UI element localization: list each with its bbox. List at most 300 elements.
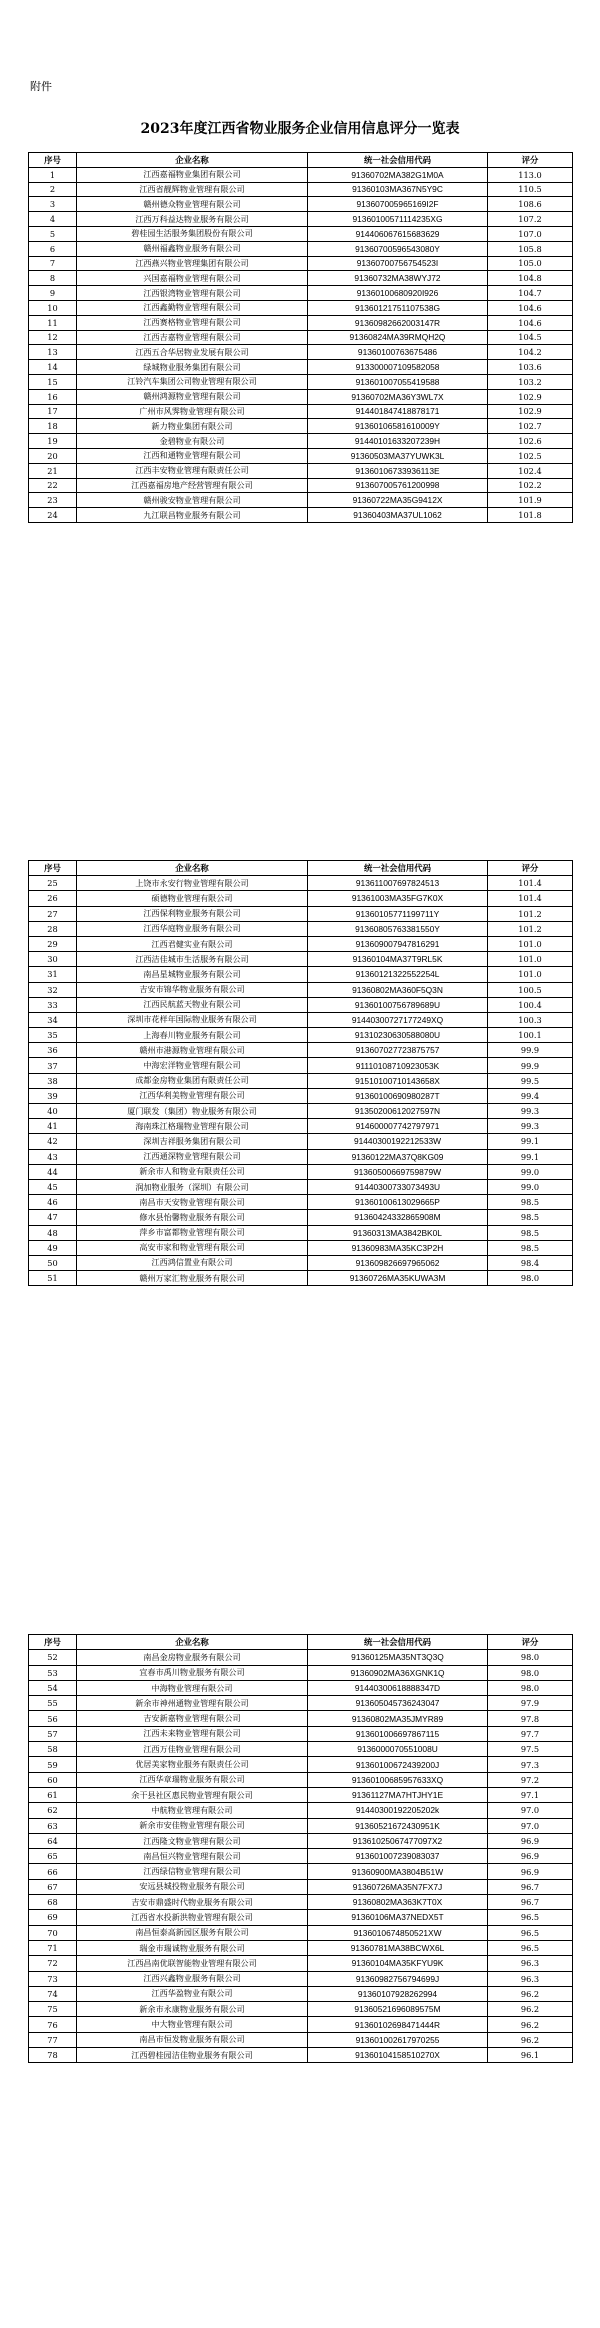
cell-company-name: 上海春川物业服务有限公司 bbox=[77, 1028, 308, 1043]
table-row bbox=[29, 1879, 573, 1894]
header-name: 企业名称 bbox=[77, 153, 308, 168]
cell-credit-code: 91360521696089575M bbox=[308, 2002, 488, 2017]
cell-company-name: 赣州鸿源物业管理有限公司 bbox=[77, 389, 308, 404]
table-row bbox=[29, 1058, 573, 1073]
cell-company-name: 江西华庭物业服务有限公司 bbox=[77, 921, 308, 936]
cell-score: 100.4 bbox=[488, 997, 573, 1012]
cell-score: 100.5 bbox=[488, 982, 573, 997]
cell-credit-code: 91360100680920I926 bbox=[308, 286, 488, 301]
cell-credit-code: 91360100669786711​5 bbox=[308, 1726, 488, 1741]
table-row bbox=[29, 1680, 573, 1695]
cell-score: 97.8 bbox=[488, 1711, 573, 1726]
table-row bbox=[29, 1818, 573, 1833]
cell-company-name: 萍乡市富都物业管理有限公司 bbox=[77, 1225, 308, 1240]
cell-seq: 52 bbox=[29, 1650, 77, 1665]
cell-seq: 5 bbox=[29, 226, 77, 241]
cell-seq: 12 bbox=[29, 330, 77, 345]
cell-score: 101.0 bbox=[488, 967, 573, 982]
cell-company-name: 江西昌南优联智能物业管理有限公司 bbox=[77, 1956, 308, 1971]
cell-company-name: 江西华盈物业有限公司 bbox=[77, 1986, 308, 2001]
cell-credit-code: 91360125MA35NT3Q3Q bbox=[308, 1650, 488, 1665]
cell-company-name: 中航物业管理有限公司 bbox=[77, 1803, 308, 1818]
cell-score: 99.0 bbox=[488, 1179, 573, 1194]
table-row bbox=[29, 271, 573, 286]
cell-seq: 6 bbox=[29, 241, 77, 256]
cell-credit-code: 91361100769782451​3 bbox=[308, 876, 488, 891]
cell-company-name: 海南珠江格瑞物业管理有限公司 bbox=[77, 1119, 308, 1134]
table-row bbox=[29, 1179, 573, 1194]
cell-score: 96.9 bbox=[488, 1833, 573, 1848]
cell-score: 102.4 bbox=[488, 463, 573, 478]
cell-seq: 42 bbox=[29, 1134, 77, 1149]
cell-company-name: 江西万佳物业管理有限公司 bbox=[77, 1742, 308, 1757]
cell-company-name: 吉安新嘉物业管理有限公司 bbox=[77, 1711, 308, 1726]
table-row bbox=[29, 1803, 573, 1818]
cell-score: 102.2 bbox=[488, 478, 573, 493]
cell-company-name: 江西未来物业管理有限公司 bbox=[77, 1726, 308, 1741]
cell-score: 96.5 bbox=[488, 1925, 573, 1940]
cell-score: 96.7 bbox=[488, 1879, 573, 1894]
cell-score: 102.6 bbox=[488, 434, 573, 449]
cell-score: 98.5 bbox=[488, 1240, 573, 1255]
cell-credit-code: 91360902MA36XGNK1Q bbox=[308, 1665, 488, 1680]
cell-seq: 32 bbox=[29, 982, 77, 997]
cell-score: 97.5 bbox=[488, 1742, 573, 1757]
table-row bbox=[29, 1240, 573, 1255]
cell-seq: 68 bbox=[29, 1895, 77, 1910]
cell-credit-code: 91440300618888347D bbox=[308, 1680, 488, 1695]
table-row bbox=[29, 1772, 573, 1787]
cell-credit-code: 91360702772387575​7 bbox=[308, 1043, 488, 1058]
table-row bbox=[29, 1195, 573, 1210]
cell-seq: 17 bbox=[29, 404, 77, 419]
cell-credit-code: 91360100763675486 bbox=[308, 345, 488, 360]
header-code: 统一社会信用代码 bbox=[308, 861, 488, 876]
table-row bbox=[29, 921, 573, 936]
cell-seq: 66 bbox=[29, 1864, 77, 1879]
header-score: 评分 bbox=[488, 1635, 573, 1650]
cell-seq: 74 bbox=[29, 1986, 77, 2001]
cell-company-name: 兴国嘉福物业管理有限公司 bbox=[77, 271, 308, 286]
cell-credit-code: 91360726MA35KUWA3M bbox=[308, 1271, 488, 1286]
cell-score: 97.0 bbox=[488, 1803, 573, 1818]
cell-credit-code: 91440300192205202k bbox=[308, 1803, 488, 1818]
table-row bbox=[29, 1849, 573, 1864]
cell-credit-code: 91360802MA360F5Q3N bbox=[308, 982, 488, 997]
cell-company-name: 吉安市锦华物业服务有限公司 bbox=[77, 982, 308, 997]
cell-credit-code: 91360100672439200J bbox=[308, 1757, 488, 1772]
cell-score: 96.5 bbox=[488, 1910, 573, 1925]
cell-company-name: 赣州福鑫物业服务有限公司 bbox=[77, 241, 308, 256]
cell-credit-code: 91360802MA363K7T0X bbox=[308, 1895, 488, 1910]
table-row bbox=[29, 2017, 573, 2032]
table-row bbox=[29, 1255, 573, 1270]
cell-company-name: 江西鸿信置业有限公司 bbox=[77, 1255, 308, 1270]
cell-seq: 45 bbox=[29, 1179, 77, 1194]
cell-credit-code: 91360900MA3804B51W bbox=[308, 1864, 488, 1879]
table-row bbox=[29, 345, 573, 360]
cell-credit-code: 91361025067477097X2 bbox=[308, 1833, 488, 1848]
table-row bbox=[29, 1742, 573, 1757]
table-row bbox=[29, 167, 573, 182]
cell-seq: 56 bbox=[29, 1711, 77, 1726]
cell-score: 113.0 bbox=[488, 167, 573, 182]
cell-company-name: 余干县社区惠民物业管理有限公司 bbox=[77, 1787, 308, 1802]
table-row bbox=[29, 952, 573, 967]
cell-seq: 31 bbox=[29, 967, 77, 982]
cell-score: 99.9 bbox=[488, 1043, 573, 1058]
cell-company-name: 深圳吉祥服务集团有限公司 bbox=[77, 1134, 308, 1149]
cell-company-name: 厦门联发（集团）物业服务有限公司 bbox=[77, 1104, 308, 1119]
cell-seq: 54 bbox=[29, 1680, 77, 1695]
cell-credit-code: 91360700756754523I bbox=[308, 256, 488, 271]
table-row bbox=[29, 212, 573, 227]
table-row bbox=[29, 404, 573, 419]
cell-seq: 30 bbox=[29, 952, 77, 967]
cell-score: 99.4 bbox=[488, 1088, 573, 1103]
table-row bbox=[29, 1119, 573, 1134]
cell-credit-code: 91440101633207239H bbox=[308, 434, 488, 449]
header-seq: 序号 bbox=[29, 861, 77, 876]
cell-score: 96.2 bbox=[488, 1986, 573, 2001]
cell-seq: 14 bbox=[29, 360, 77, 375]
table-row bbox=[29, 360, 573, 375]
cell-credit-code: 91360100261797025​5 bbox=[308, 2032, 488, 2047]
cell-credit-code: 91360106MA37NEDX5T bbox=[308, 1910, 488, 1925]
cell-seq: 19 bbox=[29, 434, 77, 449]
cell-seq: 58 bbox=[29, 1742, 77, 1757]
cell-seq: 25 bbox=[29, 876, 77, 891]
cell-credit-code: 91360500669759879W bbox=[308, 1164, 488, 1179]
cell-seq: 16 bbox=[29, 389, 77, 404]
cell-credit-code: 91440300733073493U bbox=[308, 1179, 488, 1194]
cell-credit-code: 91360982662003147R bbox=[308, 315, 488, 330]
cell-seq: 35 bbox=[29, 1028, 77, 1043]
cell-seq: 72 bbox=[29, 1956, 77, 1971]
table-row bbox=[29, 906, 573, 921]
cell-credit-code: 91440300192212533W bbox=[308, 1134, 488, 1149]
table-row bbox=[29, 1665, 573, 1680]
cell-score: 96.2 bbox=[488, 2002, 573, 2017]
table-row bbox=[29, 256, 573, 271]
cell-credit-code: 91440300727177249XQ bbox=[308, 1012, 488, 1027]
cell-seq: 11 bbox=[29, 315, 77, 330]
cell-company-name: 赣州市港源物业管理有限公司 bbox=[77, 1043, 308, 1058]
cell-score: 102.9 bbox=[488, 404, 573, 419]
cell-company-name: 南昌市天安物业管理有限公司 bbox=[77, 1195, 308, 1210]
cell-score: 97.7 bbox=[488, 1726, 573, 1741]
table-row bbox=[29, 876, 573, 891]
cell-seq: 73 bbox=[29, 1971, 77, 1986]
cell-credit-code: 91360100756789689U bbox=[308, 997, 488, 1012]
cell-company-name: 优居美家物业服务有限责任公司 bbox=[77, 1757, 308, 1772]
cell-seq: 33 bbox=[29, 997, 77, 1012]
header-name: 企业名称 bbox=[77, 861, 308, 876]
cell-credit-code: 91360121751107538G bbox=[308, 300, 488, 315]
cell-credit-code: 91360105771199711Y bbox=[308, 906, 488, 921]
cell-seq: 7 bbox=[29, 256, 77, 271]
table-header-row bbox=[29, 1635, 573, 1650]
cell-credit-code: 91360121322552254L bbox=[308, 967, 488, 982]
cell-seq: 3 bbox=[29, 197, 77, 212]
table-row bbox=[29, 182, 573, 197]
cell-score: 105.0 bbox=[488, 256, 573, 271]
cell-seq: 65 bbox=[29, 1849, 77, 1864]
cell-score: 99.3 bbox=[488, 1104, 573, 1119]
cell-credit-code: 913607005965169I2F bbox=[308, 197, 488, 212]
header-score: 评分 bbox=[488, 861, 573, 876]
cell-credit-code: 91360100690980287T bbox=[308, 1088, 488, 1103]
cell-seq: 53 bbox=[29, 1665, 77, 1680]
cell-seq: 59 bbox=[29, 1757, 77, 1772]
cell-credit-code: 91360122MA37Q8KG09 bbox=[308, 1149, 488, 1164]
cell-credit-code: 91360103MA367N5Y9C bbox=[308, 182, 488, 197]
cell-score: 99.1 bbox=[488, 1149, 573, 1164]
attachment-label: 附件 bbox=[30, 80, 52, 93]
cell-company-name: 新力物业集团有限公司 bbox=[77, 419, 308, 434]
cell-company-name: 修水县怡馨物业服务有限公司 bbox=[77, 1210, 308, 1225]
header-code: 统一社会信用代码 bbox=[308, 1635, 488, 1650]
cell-company-name: 绿城物业服务集团有限公司 bbox=[77, 360, 308, 375]
cell-credit-code: 91360503MA37YUWK3L bbox=[308, 448, 488, 463]
cell-company-name: 硕德物业管理有限公司 bbox=[77, 891, 308, 906]
cell-company-name: 江西燕兴物业管理集团有限公司 bbox=[77, 256, 308, 271]
cell-company-name: 江西通深物业管理有限公司 bbox=[77, 1149, 308, 1164]
cell-seq: 38 bbox=[29, 1073, 77, 1088]
cell-seq: 23 bbox=[29, 493, 77, 508]
cell-seq: 44 bbox=[29, 1164, 77, 1179]
cell-company-name: 新余市永康物业服务有限公司 bbox=[77, 2002, 308, 2017]
table-row bbox=[29, 2048, 573, 2063]
cell-score: 104.7 bbox=[488, 286, 573, 301]
cell-credit-code: 91360403MA37UL1062 bbox=[308, 508, 488, 523]
cell-company-name: 深圳市花样年国际物业服务有限公司 bbox=[77, 1012, 308, 1027]
cell-seq: 4 bbox=[29, 212, 77, 227]
cell-seq: 49 bbox=[29, 1240, 77, 1255]
cell-company-name: 江西银湾物业管理有限公司 bbox=[77, 286, 308, 301]
cell-company-name: 南昌市恒发物业服务有限公司 bbox=[77, 2032, 308, 2047]
cell-score: 96.2 bbox=[488, 2032, 573, 2047]
cell-score: 104.2 bbox=[488, 345, 573, 360]
cell-credit-code: 91360982669796506​2 bbox=[308, 1255, 488, 1270]
cell-score: 98.5 bbox=[488, 1225, 573, 1240]
table-row bbox=[29, 1134, 573, 1149]
cell-score: 100.1 bbox=[488, 1028, 573, 1043]
cell-credit-code: 91360702MA382G1M0A bbox=[308, 167, 488, 182]
cell-credit-code: 91360900794781629​1 bbox=[308, 936, 488, 951]
cell-credit-code: 91360106733936113E bbox=[308, 463, 488, 478]
cell-company-name: 吉安市鼎盛时代物业服务有限公司 bbox=[77, 1895, 308, 1910]
table-row bbox=[29, 1225, 573, 1240]
cell-credit-code: 91510100710143658X bbox=[308, 1073, 488, 1088]
cell-credit-code: 91360104MA35KFYU9K bbox=[308, 1956, 488, 1971]
cell-seq: 60 bbox=[29, 1772, 77, 1787]
cell-score: 108.6 bbox=[488, 197, 573, 212]
cell-credit-code: 91360106581610009Y bbox=[308, 419, 488, 434]
table-row bbox=[29, 2032, 573, 2047]
table-row bbox=[29, 1986, 573, 2001]
cell-seq: 77 bbox=[29, 2032, 77, 2047]
table-row bbox=[29, 1088, 573, 1103]
cell-credit-code: 91360504573624304​7 bbox=[308, 1696, 488, 1711]
table-row bbox=[29, 1271, 573, 1286]
cell-credit-code: 91360521672430951K bbox=[308, 1818, 488, 1833]
cell-seq: 15 bbox=[29, 374, 77, 389]
cell-seq: 69 bbox=[29, 1910, 77, 1925]
cell-score: 98.0 bbox=[488, 1650, 573, 1665]
cell-company-name: 碧桂园生活服务集团股份有限公司 bbox=[77, 226, 308, 241]
cell-company-name: 新余市安佳物业管理有限公司 bbox=[77, 1818, 308, 1833]
cell-score: 96.7 bbox=[488, 1895, 573, 1910]
cell-seq: 61 bbox=[29, 1787, 77, 1802]
cell-credit-code: 91350200612027597N bbox=[308, 1104, 488, 1119]
cell-score: 107.2 bbox=[488, 212, 573, 227]
cell-score: 98.0 bbox=[488, 1680, 573, 1695]
cell-seq: 64 bbox=[29, 1833, 77, 1848]
cell-company-name: 江西省靓辉物业管理有限公司 bbox=[77, 182, 308, 197]
cell-score: 96.5 bbox=[488, 1940, 573, 1955]
cell-company-name: 江铃汽车集团公司物业管理有限公司 bbox=[77, 374, 308, 389]
header-code: 统一社会信用代码 bbox=[308, 153, 488, 168]
table-row bbox=[29, 1104, 573, 1119]
cell-company-name: 江西君健实业有限公司 bbox=[77, 936, 308, 951]
cell-score: 103.6 bbox=[488, 360, 573, 375]
table-row bbox=[29, 1012, 573, 1027]
table-row bbox=[29, 1833, 573, 1848]
table-row bbox=[29, 1711, 573, 1726]
table-row bbox=[29, 1925, 573, 1940]
table-row bbox=[29, 1149, 573, 1164]
cell-seq: 36 bbox=[29, 1043, 77, 1058]
cell-score: 101.0 bbox=[488, 952, 573, 967]
table-row bbox=[29, 1787, 573, 1802]
cell-seq: 76 bbox=[29, 2017, 77, 2032]
cell-credit-code: 91440606761568362​9 bbox=[308, 226, 488, 241]
table-row bbox=[29, 936, 573, 951]
cell-company-name: 江西万科益达物业服务有限公司 bbox=[77, 212, 308, 227]
cell-company-name: 江西和通物业管理有限公司 bbox=[77, 448, 308, 463]
cell-company-name: 江西兴鑫物业服务有限公司 bbox=[77, 1971, 308, 1986]
header-score: 评分 bbox=[488, 153, 573, 168]
cell-seq: 67 bbox=[29, 1879, 77, 1894]
cell-company-name: 成都金房物业集团有限责任公司 bbox=[77, 1073, 308, 1088]
table-row bbox=[29, 997, 573, 1012]
cell-score: 100.3 bbox=[488, 1012, 573, 1027]
table-row bbox=[29, 448, 573, 463]
table-row bbox=[29, 1940, 573, 1955]
table-row bbox=[29, 2002, 573, 2017]
credit-table-page-2 bbox=[28, 860, 573, 1286]
cell-seq: 75 bbox=[29, 2002, 77, 2017]
cell-score: 96.9 bbox=[488, 1849, 573, 1864]
cell-credit-code: 91360424332865908M bbox=[308, 1210, 488, 1225]
table-row bbox=[29, 1971, 573, 1986]
cell-seq: 13 bbox=[29, 345, 77, 360]
cell-company-name: 江西保利物业服务有限公司 bbox=[77, 906, 308, 921]
cell-company-name: 江西民航蓝天物业有限公司 bbox=[77, 997, 308, 1012]
cell-seq: 78 bbox=[29, 2048, 77, 2063]
cell-score: 96.9 bbox=[488, 1864, 573, 1879]
cell-seq: 57 bbox=[29, 1726, 77, 1741]
table-row bbox=[29, 1650, 573, 1665]
credit-table-page-1 bbox=[28, 152, 573, 523]
table-row bbox=[29, 300, 573, 315]
cell-credit-code: 914401847418878171 bbox=[308, 404, 488, 419]
cell-credit-code: 91360726MA35N7FX7J bbox=[308, 1879, 488, 1894]
cell-score: 104.8 bbox=[488, 271, 573, 286]
cell-company-name: 赣州骏安物业管理有限公司 bbox=[77, 493, 308, 508]
cell-company-name: 南昌金房物业服务有限公司 bbox=[77, 1650, 308, 1665]
table-row bbox=[29, 1043, 573, 1058]
cell-credit-code: 91360106748505​21XW bbox=[308, 1925, 488, 1940]
cell-company-name: 江西华章瑞物业服务有限公司 bbox=[77, 1772, 308, 1787]
cell-score: 101.2 bbox=[488, 921, 573, 936]
cell-score: 105.8 bbox=[488, 241, 573, 256]
cell-company-name: 江西华利美物业管理有限公司 bbox=[77, 1088, 308, 1103]
table-row bbox=[29, 891, 573, 906]
table-row bbox=[29, 286, 573, 301]
cell-credit-code: 91310230630588080U bbox=[308, 1028, 488, 1043]
cell-credit-code: 91361127MA7HTJHY1E bbox=[308, 1787, 488, 1802]
table-header-row bbox=[29, 153, 573, 168]
table-row bbox=[29, 508, 573, 523]
cell-company-name: 宜春市禹川物业服务有限公司 bbox=[77, 1665, 308, 1680]
table-row bbox=[29, 478, 573, 493]
cell-credit-code: 91360802MA35JMYR89 bbox=[308, 1711, 488, 1726]
cell-seq: 51 bbox=[29, 1271, 77, 1286]
cell-credit-code: 91360100571114235XG bbox=[308, 212, 488, 227]
cell-score: 96.1 bbox=[488, 2048, 573, 2063]
cell-company-name: 赣州德众物业管理有限公司 bbox=[77, 197, 308, 212]
table-row bbox=[29, 1864, 573, 1879]
table-row bbox=[29, 463, 573, 478]
cell-credit-code: 91360104158510270X bbox=[308, 2048, 488, 2063]
cell-company-name: 金碧物业有限公司 bbox=[77, 434, 308, 449]
cell-score: 98.5 bbox=[488, 1210, 573, 1225]
cell-seq: 39 bbox=[29, 1088, 77, 1103]
cell-company-name: 南昌恒泰高新园区服务有限公司 bbox=[77, 1925, 308, 1940]
cell-score: 99.3 bbox=[488, 1119, 573, 1134]
cell-company-name: 江西吉嘉物业管理有限公司 bbox=[77, 330, 308, 345]
cell-seq: 24 bbox=[29, 508, 77, 523]
cell-seq: 2 bbox=[29, 182, 77, 197]
cell-seq: 63 bbox=[29, 1818, 77, 1833]
cell-score: 103.2 bbox=[488, 374, 573, 389]
table-row bbox=[29, 1028, 573, 1043]
cell-seq: 28 bbox=[29, 921, 77, 936]
table-row bbox=[29, 493, 573, 508]
cell-seq: 34 bbox=[29, 1012, 77, 1027]
cell-seq: 26 bbox=[29, 891, 77, 906]
cell-company-name: 江西嘉福房地产经营管理有限公司 bbox=[77, 478, 308, 493]
table-row bbox=[29, 197, 573, 212]
cell-credit-code: 91360983MA35KC3P2H bbox=[308, 1240, 488, 1255]
table-row bbox=[29, 419, 573, 434]
cell-credit-code: 91360732MA38WYJ72 bbox=[308, 271, 488, 286]
cell-credit-code: 91360102698471444R bbox=[308, 2017, 488, 2032]
cell-score: 98.4 bbox=[488, 1255, 573, 1270]
cell-seq: 71 bbox=[29, 1940, 77, 1955]
cell-company-name: 瑞金市瑞诚物业服务有限公司 bbox=[77, 1940, 308, 1955]
cell-company-name: 江西省水投新洪物业管理有限公司 bbox=[77, 1910, 308, 1925]
cell-seq: 43 bbox=[29, 1149, 77, 1164]
cell-score: 98.5 bbox=[488, 1195, 573, 1210]
cell-score: 101.0 bbox=[488, 936, 573, 951]
cell-credit-code: 91460000774279797​1 bbox=[308, 1119, 488, 1134]
cell-score: 99.9 bbox=[488, 1058, 573, 1073]
cell-credit-code: 91360100685957633XQ bbox=[308, 1772, 488, 1787]
cell-company-name: 江西赛格物业管理有限公司 bbox=[77, 315, 308, 330]
